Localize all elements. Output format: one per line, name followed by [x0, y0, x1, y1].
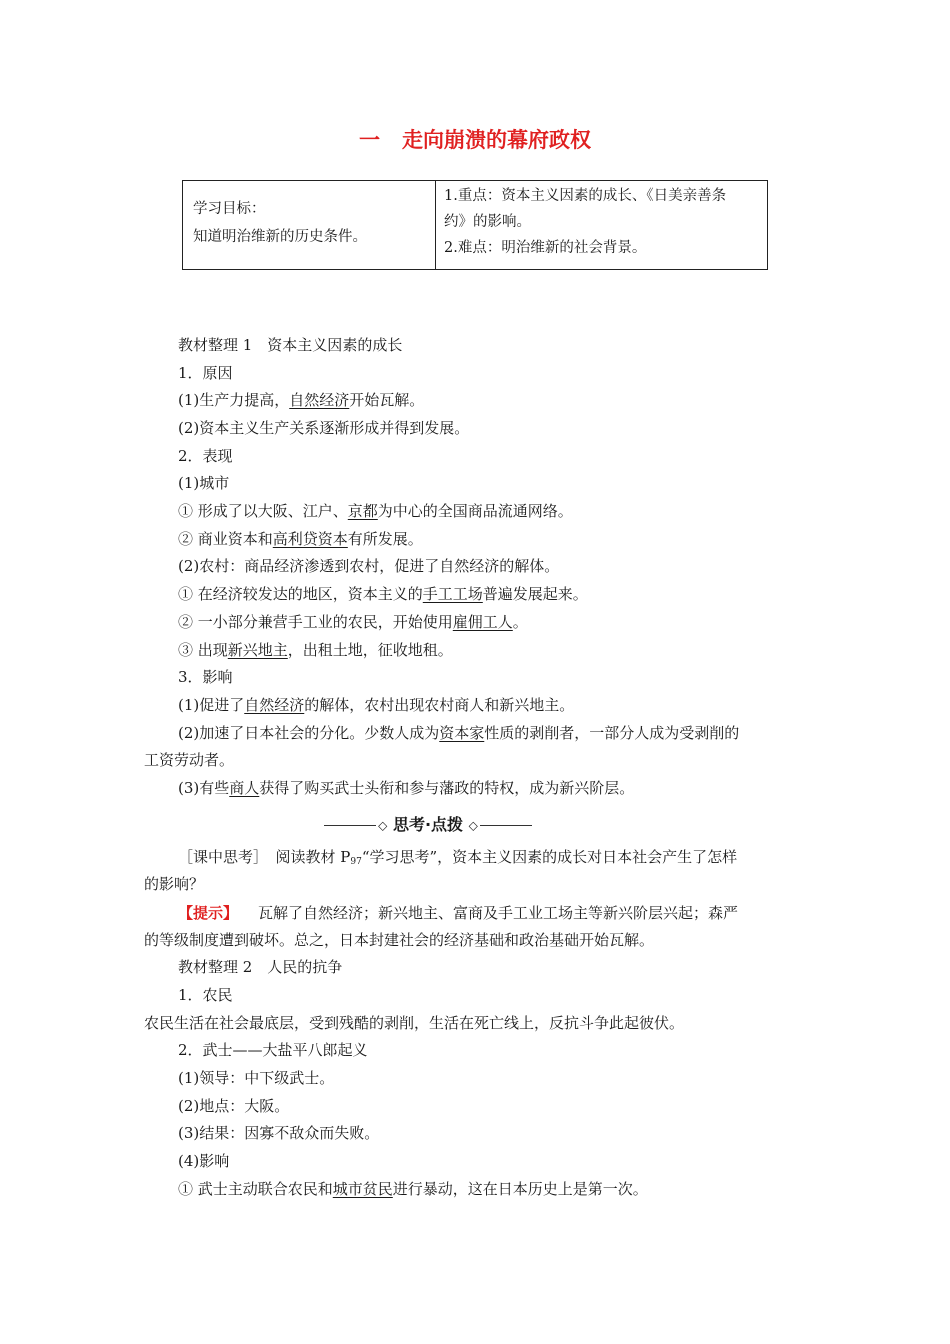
text: 有所发展。: [347, 530, 423, 548]
underlined-answer: 资本家: [439, 724, 485, 742]
page-title: [0, 124, 950, 154]
text: 为中心的全国商品流通网络。: [377, 502, 573, 520]
divider-rule: [324, 825, 376, 826]
title-text: 走向崩溃的幕府政权: [402, 128, 591, 152]
rural-heading: (2)农村：商品经济渗透到农村，促进了自然经济的解体。: [178, 557, 560, 575]
text: ，出租土地，征收地租。: [287, 641, 453, 659]
difficult-point: 2.难点：明治维新的社会背景。: [444, 240, 647, 256]
text: ［课中思考］ 阅读教材 P: [178, 848, 351, 866]
text: 进行暴动，这在日本历史上是第一次。: [392, 1180, 648, 1198]
text: (2)加速了日本社会的分化。少数人成为: [178, 724, 440, 742]
key-point-cont: 约》的影响。: [444, 214, 531, 230]
section1-h2: 2．表现: [178, 447, 233, 465]
underlined-answer: 商人: [229, 779, 260, 797]
text: 普遍发展起来。: [482, 585, 588, 603]
section1-h3: 3．影响: [178, 668, 233, 686]
section2-h1: 1．农民: [178, 986, 233, 1004]
location: (2)地点：大阪。: [178, 1097, 290, 1115]
effect-2: [178, 722, 739, 744]
tip-line: [178, 902, 738, 924]
underlined-answer: 自然经济: [244, 696, 305, 714]
influence-1: [178, 1178, 648, 1200]
text: (1)生产力提高，: [178, 391, 290, 409]
cause-2: (2)资本主义生产关系逐渐形成并得到发展。: [178, 419, 470, 437]
underlined-answer: 自然经济: [289, 391, 350, 409]
learning-goals-table: [182, 180, 768, 270]
key-point: 1.重点：资本主义因素的成长、《日美亲善条: [444, 188, 727, 204]
goals-text: 知道明治维新的历史条件。: [193, 229, 367, 245]
city-heading: (1)城市: [178, 474, 230, 492]
peasant-text: 农民生活在社会最底层，受到残酷的剥削，生活在死亡线上，反抗斗争此起彼伏。: [144, 1014, 685, 1032]
rural-1: [178, 583, 588, 605]
rural-2: [178, 611, 528, 633]
divider-label: 思考·点拨: [392, 815, 464, 834]
diamond-icon: ◇: [468, 818, 478, 833]
text: “学习思考”，资本主义因素的成长对日本社会产生了怎样: [361, 848, 738, 866]
text: 瓦解了自然经济；新兴地主、富商及手工业工场主等新兴阶层兴起；森严: [258, 904, 739, 922]
city-1: [178, 500, 573, 522]
page-subscript: 97: [350, 857, 362, 867]
text: 获得了购买武士头衔和参与藩政的特权，成为新兴阶层。: [259, 779, 635, 797]
title-number: 一: [359, 128, 380, 152]
section2-heading: 教材整理 2 人民的抗争: [178, 958, 343, 976]
goals-label: 学习目标：: [193, 201, 266, 217]
think-question: [178, 846, 737, 873]
text: 开始瓦解。: [349, 391, 425, 409]
underlined-answer: 雇佣工人: [452, 613, 513, 631]
tip-cont: 的等级制度遭到破坏。总之，日本封建社会的经济基础和政治基础开始瓦解。: [144, 931, 655, 949]
rural-3: [178, 639, 453, 661]
underlined-answer: 新兴地主: [227, 641, 288, 659]
result: (3)结果：因寡不敌众而失败。: [178, 1124, 380, 1142]
underlined-answer: 京都: [347, 502, 378, 520]
text: (1)促进了: [178, 696, 245, 714]
think-divider: [218, 812, 638, 835]
tip-label: 【提示】: [178, 904, 239, 922]
goals-left-cell: [183, 181, 436, 270]
text: ① 在经济较发达的地区，资本主义的: [178, 585, 423, 603]
underlined-answer: 高利贷资本: [272, 530, 348, 548]
underlined-answer: 手工工场: [422, 585, 483, 603]
effect-2-cont: 工资劳动者。: [144, 751, 235, 769]
text: ③ 出现: [178, 641, 228, 659]
section1-h1: 1．原因: [178, 364, 233, 382]
text: ① 形成了以大阪、江户、: [178, 502, 348, 520]
text: 的解体，农村出现农村商人和新兴地主。: [304, 696, 575, 714]
think-question-cont: 的影响？: [144, 875, 205, 893]
cause-1: [178, 389, 424, 411]
text: ② 一小部分兼营手工业的农民，开始使用: [178, 613, 453, 631]
effect-1: [178, 694, 574, 716]
text: (3)有些: [178, 779, 230, 797]
diamond-icon: ◇: [378, 818, 388, 833]
section1-heading: 教材整理 1 资本主义因素的成长: [178, 336, 403, 354]
text: ① 武士主动联合农民和: [178, 1180, 333, 1198]
effect-3: [178, 777, 634, 799]
city-2: [178, 528, 423, 550]
text: 。: [512, 613, 528, 631]
underlined-answer: 城市贫民: [332, 1180, 393, 1198]
influence-heading: (4)影响: [178, 1152, 230, 1170]
text: 性质的剥削者，一部分人成为受剥削的: [484, 724, 740, 742]
leader: (1)领导：中下级武士。: [178, 1069, 335, 1087]
divider-rule: [480, 825, 532, 826]
section2-h2: 2．武士——大盐平八郎起义: [178, 1041, 368, 1059]
goals-right-cell: [436, 181, 768, 270]
text: ② 商业资本和: [178, 530, 273, 548]
